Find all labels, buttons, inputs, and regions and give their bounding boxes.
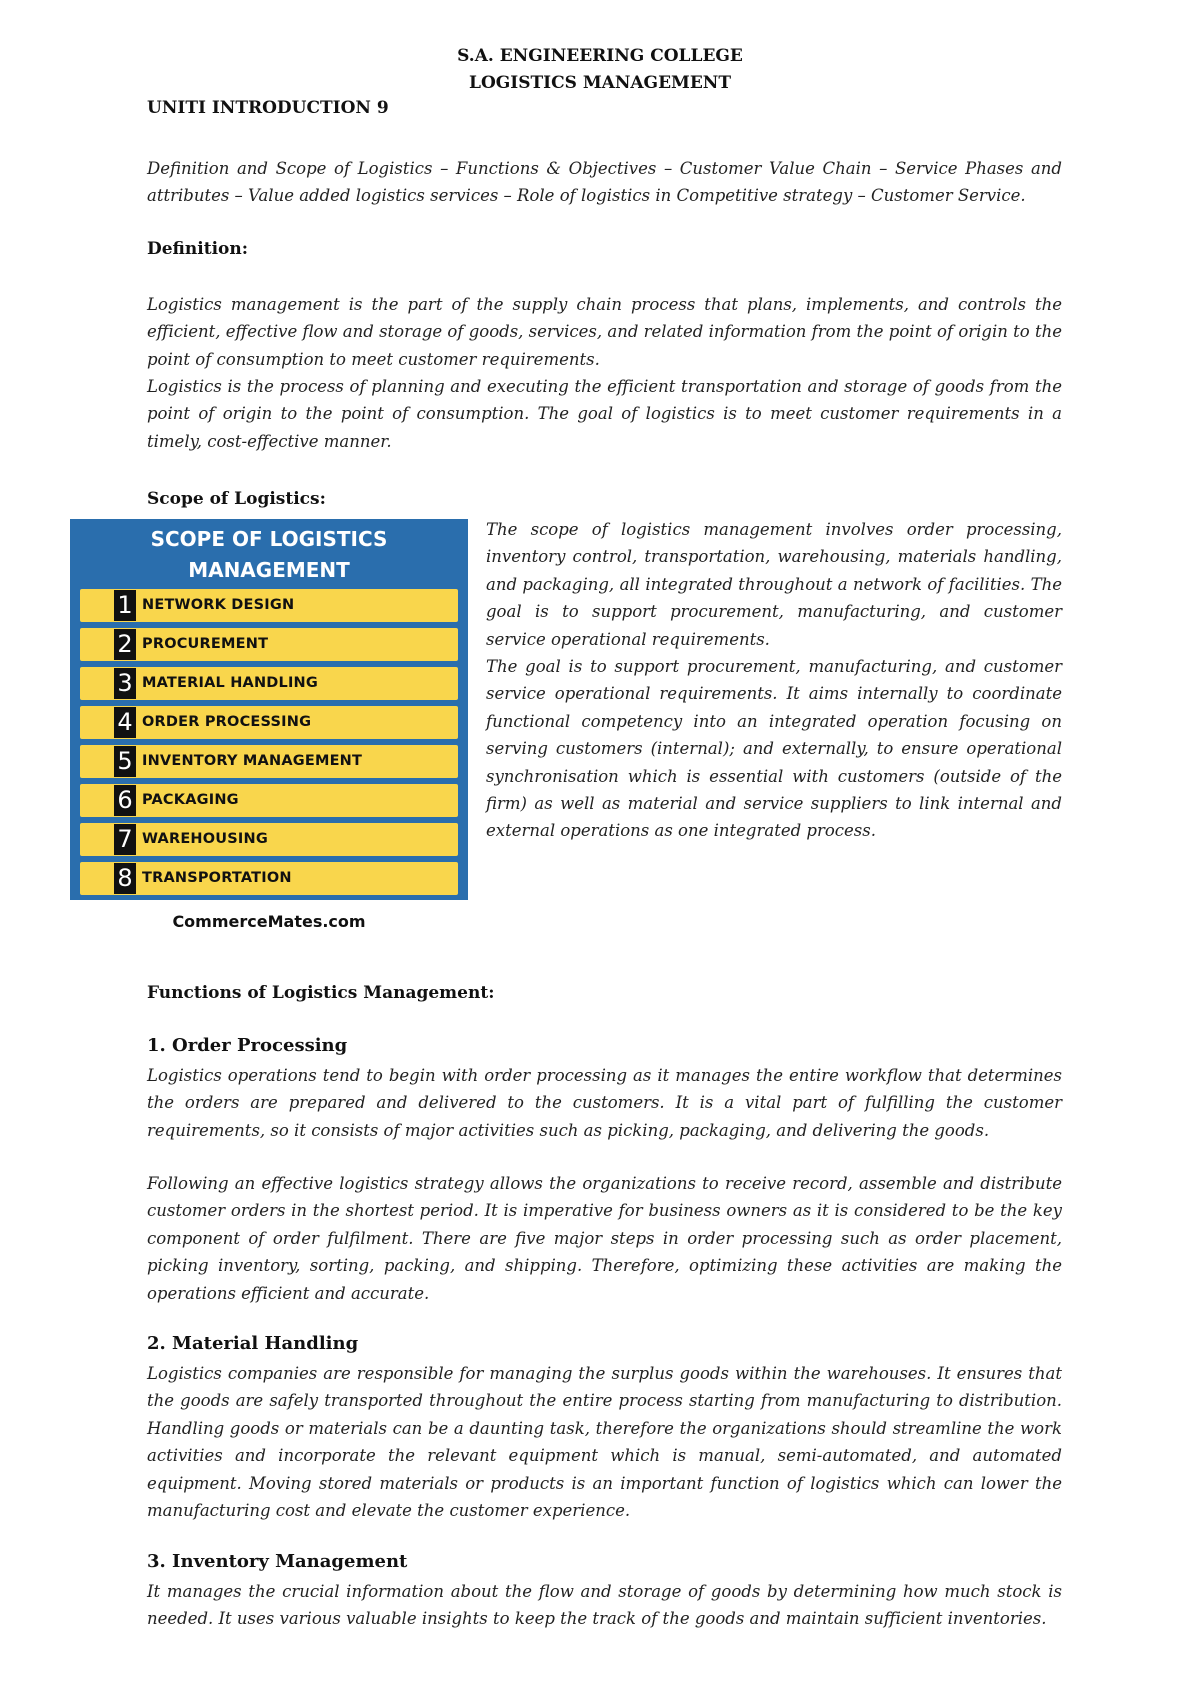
- document-header: [0, 43, 1200, 97]
- scope-item: [80, 784, 458, 817]
- scope-para-2: The goal is to support procurement, manufacturing, and customer service operational requirements. It aims internally to coordinate functional competency into an integrated operation focusing on serving customers (internal); and externally, to ensure operational synchronisation which is essential with customers (outside of the firm) as well as material and service suppliers to link internal and external operations as one integrated process.: [486, 657, 1062, 841]
- scope-item: [80, 628, 458, 661]
- scope-item: [80, 862, 458, 895]
- material-handling-title: 2. Material Handling: [147, 1333, 359, 1354]
- scope-item-label: PROCUREMENT: [142, 636, 269, 652]
- order-processing-para-2: Following an effective logistics strategy allows the organizations to receive record, assemble and distribute customer orders in the shortest period. It is imperative for business owners as it is considered to be the key component of order fulfilment. There are five major steps in order processing such as order placement, picking inventory, sorting, packing, and shipping. Therefore, optimizing these activities are making the operations efficient and accurate.: [147, 1174, 1062, 1303]
- scope-item-number: 2: [114, 629, 136, 660]
- subject-title: LOGISTICS MANAGEMENT: [468, 73, 731, 93]
- scope-item-label: WAREHOUSING: [142, 831, 268, 847]
- scope-item-label: ORDER PROCESSING: [142, 714, 312, 730]
- scope-item-label: PACKAGING: [142, 792, 239, 808]
- syllabus-text: Definition and Scope of Logistics – Functions & Objectives – Customer Value Chain – Service Phases and attributes – Value added logistics services – Role of logistics in Competitive strategy – Customer Service.: [147, 159, 1062, 206]
- scope-item: [80, 745, 458, 778]
- scope-item-number: 3: [114, 668, 136, 699]
- scope-item: [80, 589, 458, 622]
- scope-item-number: 6: [114, 785, 136, 816]
- scope-card: [70, 519, 468, 900]
- scope-item-label: TRANSPORTATION: [142, 870, 292, 886]
- scope-item-number: 4: [114, 707, 136, 738]
- scope-description: [486, 516, 1062, 845]
- inventory-management-title: 3. Inventory Management: [147, 1551, 408, 1572]
- scope-item-number: 7: [114, 824, 136, 855]
- order-processing-para-1: Logistics operations tend to begin with order processing as it manages the entire workflow that determines the orders are prepared and delivered to the customers. It is a vital part of fulfilling the customer requirements, so it consists of major activities such as picking, packaging, and delivering the goods.: [147, 1066, 1062, 1140]
- definition-heading: Definition:: [147, 239, 249, 259]
- definition-para-1: Logistics management is the part of the supply chain process that plans, implements, and controls the efficient, effective flow and storage of goods, services, and related information from the point of origin to the point of consumption to meet customer requirements.: [147, 295, 1062, 369]
- scope-card-title-line-2: MANAGEMENT: [188, 558, 350, 582]
- scope-item-label: NETWORK DESIGN: [142, 597, 295, 613]
- scope-heading: Scope of Logistics:: [147, 489, 326, 509]
- scope-item: [80, 823, 458, 856]
- college-name: S.A. ENGINEERING COLLEGE: [457, 46, 743, 66]
- definition-para-2: Logistics is the process of planning and executing the efficient transportation and storage of goods from the point of origin to the point of consumption. The goal of logistics is to meet customer requirements in a timely, cost-effective manner.: [147, 377, 1062, 451]
- order-processing-title: 1. Order Processing: [147, 1035, 348, 1056]
- scope-infographic: [70, 519, 468, 931]
- scope-card-title-line-1: SCOPE OF LOGISTICS: [150, 527, 388, 551]
- inventory-management-para: It manages the crucial information about the flow and storage of goods by determining how much stock is needed. It uses various valuable insights to keep the track of the goods and maintain sufficient inventories.: [147, 1582, 1062, 1629]
- unit-title: UNITI INTRODUCTION 9: [147, 98, 389, 118]
- image-credit: CommerceMates.com: [172, 912, 366, 931]
- scope-item: [80, 667, 458, 700]
- scope-list: [80, 589, 458, 901]
- scope-item-number: 8: [114, 863, 136, 894]
- scope-item: [80, 706, 458, 739]
- scope-item-label: INVENTORY MANAGEMENT: [142, 753, 363, 769]
- scope-card-title: [70, 519, 468, 586]
- scope-item-number: 5: [114, 746, 136, 777]
- material-handling-para: Logistics companies are responsible for managing the surplus goods within the warehouses. It ensures that the goods are safely transported throughout the entire process starting from manufacturing to distribution. Handling goods or materials can be a daunting task, therefore the organizations should streamline the work activities and incorporate the relevant equipment which is manual, semi-automated, and automated equipment. Moving stored materials or products is an important function of logistics which can lower the manufacturing cost and elevate the customer experience.: [147, 1364, 1062, 1521]
- scope-item-number: 1: [114, 590, 136, 621]
- functions-heading: Functions of Logistics Management:: [147, 983, 495, 1003]
- scope-item-label: MATERIAL HANDLING: [142, 675, 318, 691]
- scope-para-1: The scope of logistics management involves order processing, inventory control, transportation, warehousing, materials handling, and packaging, all integrated throughout a network of facilities. The goal is to support procurement, manufacturing, and customer service operational requirements.: [486, 520, 1062, 649]
